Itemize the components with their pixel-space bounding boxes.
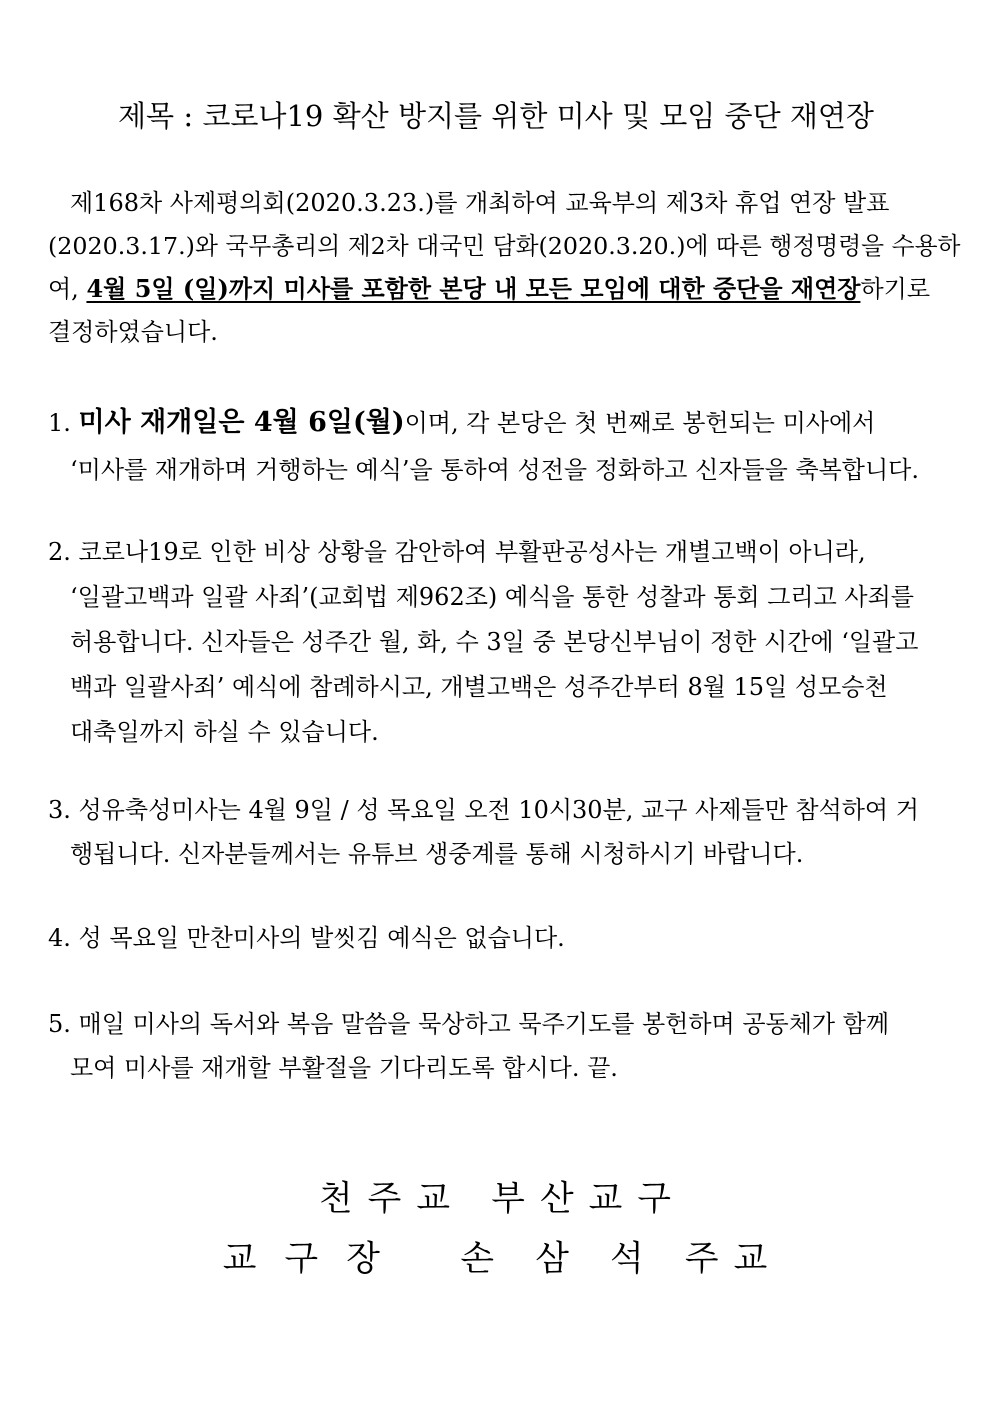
item-2-line-4: 백과 일괄사죄’ 예식에 참례하시고, 개별고백은 성주간부터 8월 15일 성모승천 [70,673,888,701]
document-title: 제목 : 코로나19 확산 방지를 위한 미사 및 모임 중단 재연장 [118,99,874,133]
item-1-emphasis: 미사 재개일은 4월 6일(월) [78,407,405,438]
item-5-line-2: 모여 미사를 재개할 부활절을 기다리도록 합시다. 끝. [70,1054,618,1082]
item-3-line-1: 3. 성유축성미사는 4월 9일 / 성 목요일 오전 10시30분, 교구 사제들만 참석하여 거 [48,796,919,824]
item-2-line-1: 2. 코로나19로 인한 비상 상황을 감안하여 부활판공성사는 개별고백이 아니라, [48,538,866,566]
intro-line-4: 결정하였습니다. [48,318,218,346]
item-4-line-1: 4. 성 목요일 만찬미사의 발씻김 예식은 없습니다. [48,924,565,952]
intro-emphasis: 4월 5일 (일)까지 미사를 포함한 본당 내 모든 모임에 대한 중단을 재연장 [86,274,861,303]
item-2-line-3: 허용합니다. 신자들은 성주간 월, 화, 수 3일 중 본당신부님이 정한 시간에 ‘일괄고 [70,628,919,656]
intro-line-3-suffix: 하기로 [860,275,931,303]
item-5-line-1: 5. 매일 미사의 독서와 복음 말씀을 묵상하고 묵주기도를 봉헌하며 공동체가 함께 [48,1010,890,1038]
intro-line-1: 제168차 사제평의회(2020.3.23.)를 개최하여 교육부의 제3차 휴업 연장 발표 [70,189,890,217]
item-1-number: 1. [48,409,79,437]
intro-line-3-prefix: 여, [48,275,87,303]
signature-bishop: 교 구 장 손 삼 석 주 교 [222,1239,770,1279]
intro-line-3 [48,268,930,310]
intro-line-2: (2020.3.17.)와 국무총리의 제2차 대국민 담화(2020.3.20.)에 따른 행정명령을 수용하 [48,232,961,260]
item-3-line-2: 행됩니다. 신자분들께서는 유튜브 생중계를 통해 시청하시기 바랍니다. [70,840,804,868]
item-1-line-2: ‘미사를 재개하며 거행하는 예식’을 통하여 성전을 정화하고 신자들을 축복합니다. [70,456,919,484]
item-2-line-5: 대축일까지 하실 수 있습니다. [70,718,379,746]
item-2-line-2: ‘일괄고백과 일괄 사죄’(교회법 제962조) 예식을 통한 성찰과 통회 그리고 사죄를 [70,583,914,611]
item-1-rest: 이며, 각 본당은 첫 번째로 봉헌되는 미사에서 [404,409,876,437]
signature-organization: 천 주 교 부 산 교 구 [318,1179,674,1219]
item-1-line-1 [48,402,875,444]
